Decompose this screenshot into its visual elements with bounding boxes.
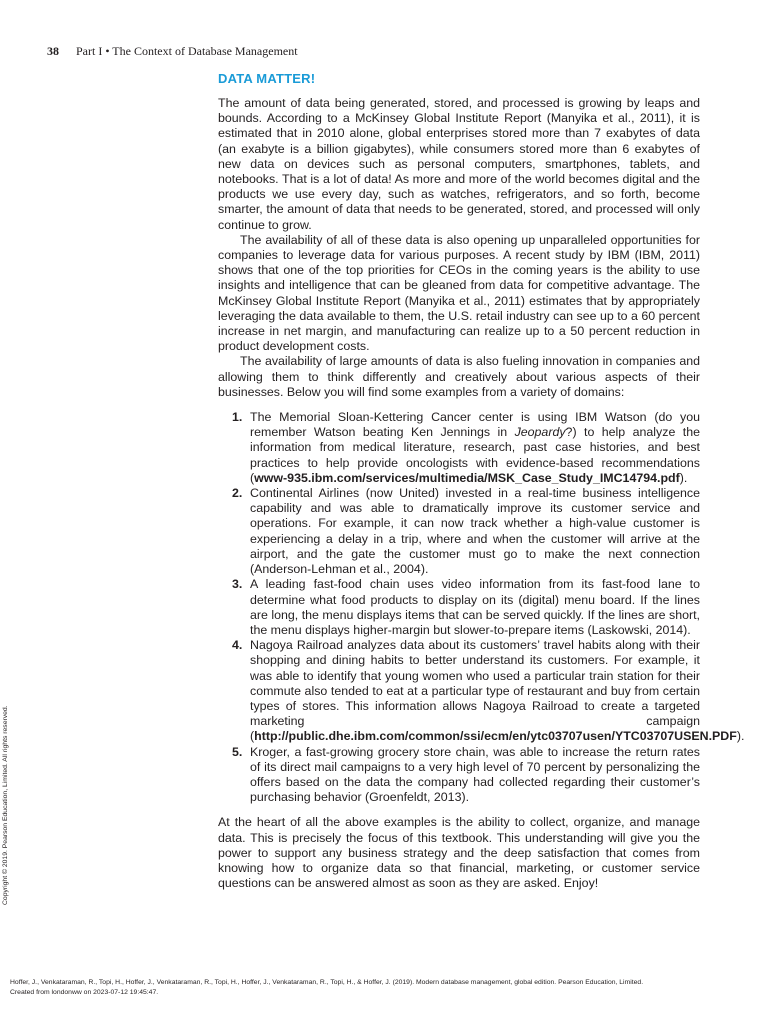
item-url[interactable]: http://public.dhe.ibm.com/common/ssi/ecm/en/ytc03707usen/YTC03707USEN.PDF: [254, 729, 737, 744]
closing-paragraph: At the heart of all the above examples is the ability to collect, organize, and manage data. This is precisely the focus of this textbook. This understanding will give you the power to support any business strategy and the deep satisfaction that comes from knowing how to organize data so that financial, marketing, or customer service questions can be answered almost as soon as they are asked. Enjoy!: [218, 815, 700, 891]
paragraph: The amount of data being generated, stored, and processed is growing by leaps and bounds. According to a McKinsey Global Institute Report (Manyika et al., 2011), it is estimated that in 2010 alone, global enterprises stored more than 7 exabytes of data (an exabyte is a billion gigabytes), while consumers stored more than 6 exabytes of new data on devices such as personal computers, smartphones, tablets, and notebooks. That is a lot of data! As more and more of the world becomes digital and the products we use every day, such as watches, refrigerators, and so forth, become smarter, the amount of data that needs to be generated, stored, and processed will only continue to grow.: [218, 96, 700, 232]
footer-created: Created from londonww on 2023-07-12 19:45:47.: [10, 989, 159, 996]
item-text: Kroger, a fast-growing grocery store chain, was able to increase the return rates of its direct mail campaigns to a very high level of 70 percent by personalizing the offers based on the data the company had collected regarding their customer’s purchasing behavior (Groenfeldt, 2013).: [250, 744, 700, 805]
footer-citation: Hoffer, J., Venkataraman, R., Topi, H., Hoffer, J., Venkataraman, R., Topi, H., Hoffer, J., Venkataraman, R., Topi, H., & Hoffer, J. (2019). Modern database management, global edition. Pearson Education, Limited.: [10, 979, 644, 986]
item-text: The Memorial Sloan-Kettering Cancer center is using IBM Watson (do you remember Watson beating Ken Jennings in: [250, 410, 700, 440]
list-item: [232, 638, 745, 744]
item-italic: Jeopardy: [514, 425, 566, 440]
section-title: DATA MATTER!: [218, 71, 316, 86]
paragraph: The availability of all of these data is also opening up unparalleled opportunities for companies to leverage data for various purposes. A recent study by IBM (IBM, 2011) shows that one of the top priorities for CEOs in the coming years is the ability to use insights and intelligence that can be gleaned from data for competitive advantage. The McKinsey Global Institute Report (Manyika et al., 2011) estimates that by appropriately leveraging the data available to them, the U.S. retail industry can see up to a 60 percent increase in net margin, and manufacturing can realize up to a 50 percent reduction in product development costs.: [218, 232, 700, 354]
item-text: Continental Airlines (now United) invested in a real-time business intelligence capability and was able to dramatically improve its customer service and operations. For example, it can now track whether a high-value customer is experiencing a delay in a trip, where and when the customer will arrive at the airport, and the gate the customer must go to make the next connection (Anderson-Lehman et al., 2004).: [250, 486, 700, 577]
examples-list: [218, 410, 745, 805]
item-text: A leading fast-food chain uses video information from its fast-food lane to determine what food products to display on its (digital) menu board. If the lines are long, the menu displays items that can be served quickly. If the lines are short, the menu displays higher-margin but slower-to-prepare items (Laskowski, 2014).: [250, 577, 700, 637]
item-text: Nagoya Railroad analyzes data about its customers’ travel habits along with their shopping and dining habits to better understand its customers. For example, it was able to identify that young women who used a particular train station for their commute also tended to eat at a particular type of restaurant and buy from certain types of stores. This information allows Nagoya Railroad to create a targeted marketing campaign (: [250, 638, 700, 744]
running-header: [47, 44, 298, 59]
body-text: [218, 96, 745, 891]
paragraph: The availability of large amounts of data is also fueling innovation in companies and allowing them to think differently and creatively about various aspects of their businesses. Below you will find some examples from a variety of domains:: [218, 354, 700, 399]
item-text: ).: [679, 470, 688, 485]
list-item: [232, 410, 700, 486]
footer: [10, 978, 758, 998]
list-number: 5.: [232, 744, 243, 759]
list-number: 2.: [232, 486, 243, 501]
list-item: [232, 486, 700, 577]
item-text: ?) to help analyze the information from medical literature, research, past case histories, and best practices to help provide oncologists with evidence-based recommendations (: [250, 425, 700, 485]
list-item: [232, 577, 700, 638]
item-text: ).: [736, 729, 745, 744]
running-title: Part I • The Context of Database Management: [76, 44, 298, 58]
copyright-notice: Copyright © 2019. Pearson Education, Limited. All rights reserved.: [2, 705, 9, 905]
list-number: 4.: [232, 638, 243, 653]
item-url[interactable]: www-935.ibm.com/services/multimedia/MSK_Case_Study_IMC14794.pdf: [254, 470, 680, 485]
list-number: 3.: [232, 577, 243, 592]
list-item: [232, 745, 700, 806]
list-number: 1.: [232, 410, 243, 425]
page-number: 38: [47, 44, 59, 58]
